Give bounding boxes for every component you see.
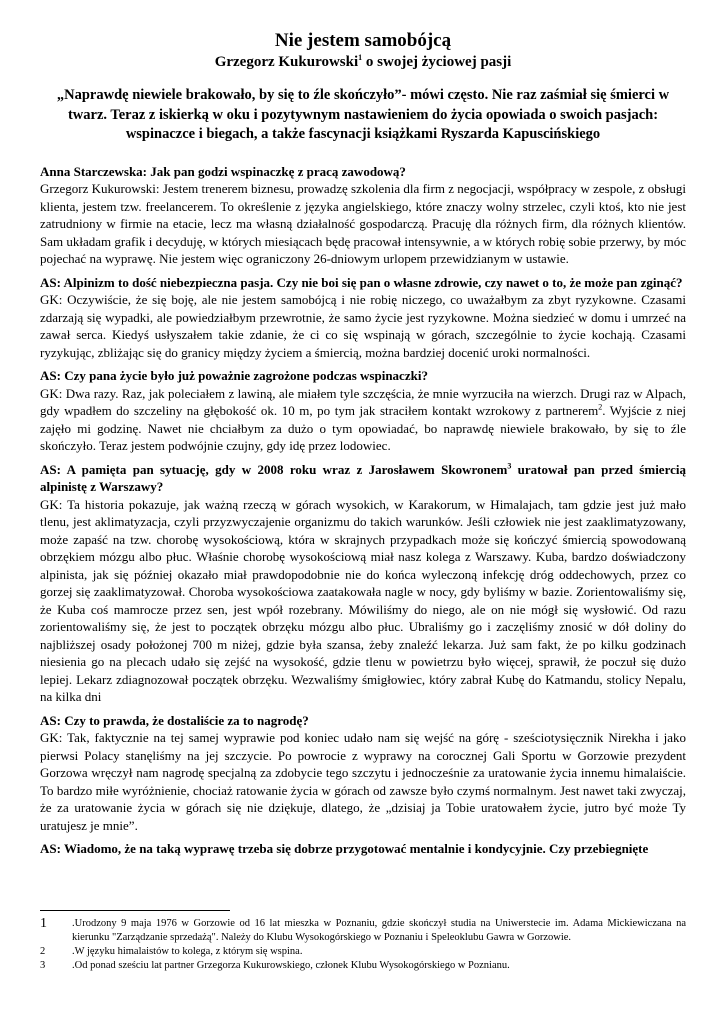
subtitle-name: Grzegorz Kukurowski xyxy=(214,54,359,70)
answer-text: GK: Dwa razy. Raz, jak poleciałem z lawiną, ale miałem tyle szczęścia, że mnie wyrzuciła na wierzch. Drugi raz w Alpach, gdy wpadłem do szczeliny na głębokość ok. 10 m, po tym jak straciłem kontakt wzrokowy z partnerem xyxy=(40,385,686,418)
question: AS: Alpinizm to dość niebezpieczna pasja. Czy nie boi się pan o własne zdrowie, czy nawet o to, że może pan zginąć? xyxy=(40,274,683,290)
article-subtitle xyxy=(40,52,686,72)
question xyxy=(40,461,686,496)
qa-block xyxy=(40,461,686,706)
qa-block xyxy=(40,367,686,455)
footnote-number: 1 xyxy=(40,916,47,931)
answer: GK: Ta historia pokazuje, jak ważną rzeczą w górach wysokich, w Karakorum, w Himalajach, tam gdzie jest już mało tlenu, jest aklimatyzacja, czyli przyzwyczajenie organizmu do takich warunków. Jeśli człowiek nie jest zaaklimatyzowany, może zapaść na tzw. chorobę wysokościową, która w skrajnych przypadkach może się kończyć śmiercią spowodowaną obrzękiem mózgu albo płuc. Właśnie chorobę wysokościową miał nasz kolega z Warszawy. Kuba, bardzo doświadczony alpinista, jak się później okazało miał prawdopodobnie nie do końca wyleczoną infekcję dróg oddechowych, przez co gorzej się zaaklimatyzował. Choroba wysokościowa zaatakowała nagle w nocy, gdy byliśmy w bazie. Zorientowaliśmy się, że Kuba coś mamrocze przez sen, jest wpół rozebrany. Mówiliśmy do niego, ale on nie mógł się wysłowić. Od razu zorientowaliśmy się, że jest to początek obrzęku mózgu albo płuc. Ubraliśmy go i zaczęliśmy znosić w dół doliny do najbliższej osady położonej 700 m niżej, gdzie była szansa, żeby znaleźć lekarza. Już sam fakt, że po kilku godzinach niesienia go na plecach udało się zejść na wysokość, gdzie tlenu w powietrzu było więcej, sprawił, że poczuł się dużo lepiej. Lekarz zdiagnozował początek obrzęku. Wezwaliśmy śmigłowiec, który zabrał Kubę do Katmandu, stolicy Nepalu, na kilka dni xyxy=(40,496,686,704)
answer: GK: Oczywiście, że się boję, ale nie jestem samobójcą i nie robię niczego, co uważałbym za zbyt ryzykowne. Czasami zdarzają się wypadki, ale powiedziałbym przewrotnie, że samo życie jest ryzykowne. Można siedzieć w domu i umrzeć na zawał serca. Kiedyś usłyszałem takie zdanie, że ci co się wspinają w górach, szczególnie to życie kochają. Czasami ryzykując, zbliżając się do granicy między życiem a śmiercią, można bardziej docenić uroki normalności. xyxy=(40,292,686,360)
footnote-divider xyxy=(40,910,230,911)
qa-block xyxy=(40,712,686,835)
answer xyxy=(40,385,686,455)
article-title: Nie jestem samobójcą xyxy=(274,30,452,51)
footnote xyxy=(40,917,686,945)
lead-paragraph: „Naprawdę niewiele brakowało, by się to źle skończyło”- mówi często. Nie raz zaśmiał się śmierci w twarz. Teraz z iskierką w oku i pozytywnym nastawieniem do życia opowiada o swoich pasjach: wspinaczce i biegach, a także fascynacji książkami Ryszarda Kapuscińskiego xyxy=(56,87,670,142)
footnote-text: .W języku himalaistów to kolega, z którym się wspina. xyxy=(72,946,303,957)
question-text: uratował pan przed śmiercią alpinistę z Warszawy? xyxy=(40,461,686,494)
question-text: AS: A pamięta pan sytuację, gdy w 2008 roku wraz z Jarosławem Skowronem xyxy=(40,461,508,477)
question: AS: Wiadomo, że na taką wyprawę trzeba się dobrze przygotować mentalnie i kondycyjnie. Czy przebiegnięte xyxy=(40,841,649,856)
answer: GK: Tak, faktycznie na tej samej wyprawie pod koniec udało nam się wejść na górę - sześciotysięcznik Nirekha i jako pierwsi Polacy stanęliśmy na jej szczycie. Po powrocie z wyprawy na corocznej Gali Sportu w Gorzowie prezydent Gorzowa wręczył nam nagrodę specjalną za zdobycie tego szczytu i jednocześnie za uratowanie życia innemu himalaiście. To bardzo miłe wyróżnienie, chociaż ratowanie życia w górach od zawsze było czymś normalnym. Jest nawet taki zwyczaj, że za uratowanie życia w górach się nie dziękuje, dlatego, że „dzisiaj ja Tobie uratowałem życie, jutro być może Ty uratujesz je mnie”. xyxy=(40,730,686,833)
article xyxy=(40,30,686,864)
footnote-ref: 3 xyxy=(507,461,512,471)
question: Anna Starczewska: Jak pan godzi wspinaczkę z pracą zawodową? xyxy=(40,163,406,179)
footnote xyxy=(40,945,686,959)
footnote-text: .Urodzony 9 maja 1976 w Gorzowie od 16 lat mieszka w Poznaniu, gdzie skończył studia na Uniwerstecie im. Adama Mickiewiczana na kierunku "Zarządzanie sprzedażą". Należy do Klubu Wysokogórskiego w Poznaniu i Speleoklubu Gawra w Gorzowie. xyxy=(72,918,686,943)
footnote-ref: 2 xyxy=(598,402,603,412)
subtitle-rest: o swojej życiowej pasji xyxy=(362,54,512,70)
answer: Grzegorz Kukurowski: Jestem trenerem biznesu, prowadzę szkolenia dla firm z negocjacji, współpracy w zespole, z obsługi klienta, jestem tzw. freelancerem. To określenie z języka angielskiego, które znaczy wolny strzelec, czyli ktoś, kto nie jest zatrudniony w firmie na etacie, lecz ma własną działalność gospodarczą. Pracuję dla różnych firm, dla różnych klientów. Sam układam grafik i decyduję, w których miesiącach będę pracował intensywnie, a w których robię sobie przerwy, by móc pojechać na wyprawę. Nie jestem więc ograniczony 26-dniowym urlopem przewidzianym w ustawie. xyxy=(40,181,686,266)
footnotes xyxy=(40,917,686,973)
qa-block xyxy=(40,163,686,268)
footnote-text: .Od ponad sześciu lat partner Grzegorza Kukurowskiego, członek Klubu Wysokogórskiego w Poznianu. xyxy=(72,960,510,971)
footnote-number: 3 xyxy=(40,960,46,971)
answer-text: . Wyjście z niej zajęło mi godzinę. Nawet nie chciałbym za dużo o tym opowiadać, bo naprawdę niewiele brakowało, by się to źle skończyło. Teraz jestem podwójnie czujny, gdy idę przez lodowiec. xyxy=(40,403,686,453)
footnote xyxy=(40,959,686,973)
question: AS: Czy to prawda, że dostaliście za to nagrodę? xyxy=(40,712,309,728)
footnote-ref: 1 xyxy=(358,53,363,62)
qa-block xyxy=(40,274,686,362)
question: AS: Czy pana życie było już poważnie zagrożone podczas wspinaczki? xyxy=(40,368,428,383)
qa-block xyxy=(40,840,686,858)
footnote-number: 2 xyxy=(40,946,46,957)
